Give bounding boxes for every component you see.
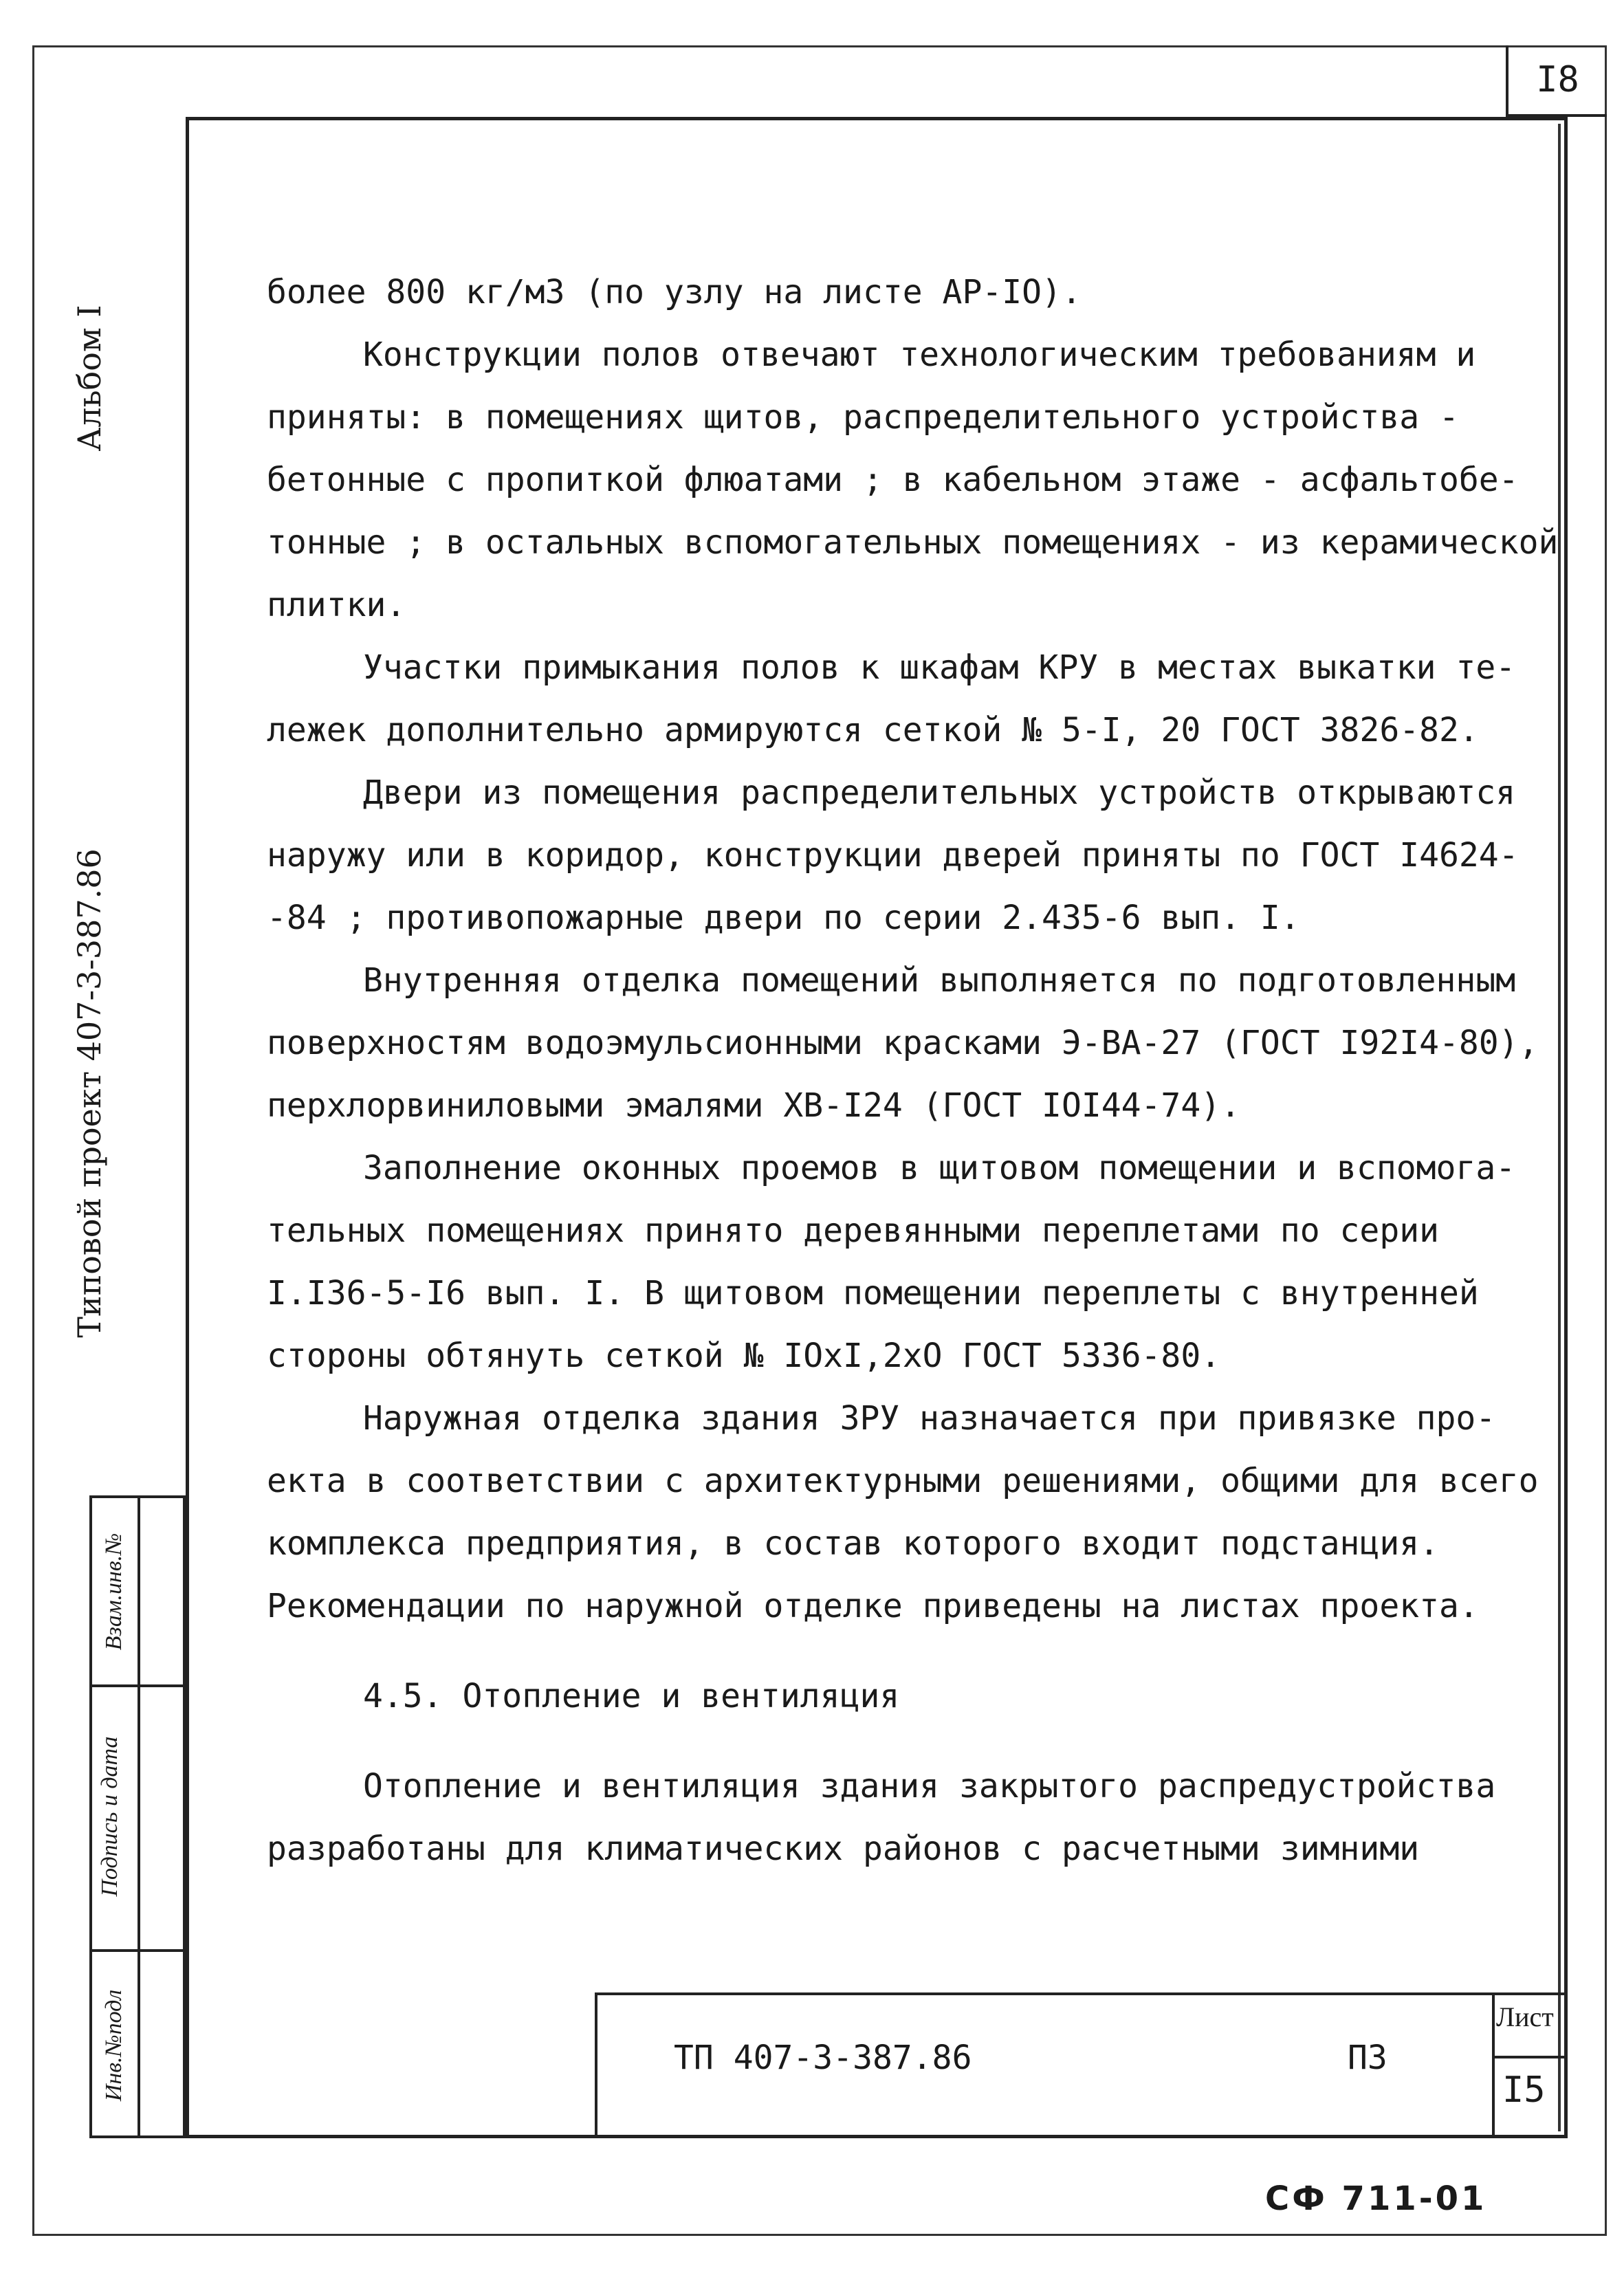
text-line: перхлорвиниловыми эмалями ХВ-I24 (ГОСТ IOI44-74). — [267, 1086, 1241, 1125]
text-line: Наружная отделка здания ЗРУ назначается при привязке про- — [363, 1399, 1496, 1438]
text-line: екта в соответствии с архитектурными решениями, общими для всего — [267, 1462, 1539, 1500]
typical-project-label: Типовой проект 407-3-387.86 — [71, 848, 108, 1338]
stamp-replacement-inv: Взам.инв.№ — [101, 1533, 127, 1651]
text-line: Конструкции полов отвечают технологическим требованиям и — [363, 336, 1476, 374]
text-line: Внутренняя отделка помещений выполняется по подготовленным — [363, 961, 1516, 1000]
text-line: наружу или в коридор, конструкции дверей приняты по ГОСТ I4624- — [267, 836, 1519, 875]
text-line: Рекомендации по наружной отделке приведены на листах проекта. — [267, 1587, 1479, 1625]
text-line: более 800 кг/м3 (по узлу на листе АР-IO). — [267, 273, 1082, 311]
handwritten-mark: СФ 711-01 — [1265, 2179, 1487, 2218]
stamp-inv-original: Инв.№подл — [101, 1989, 127, 2102]
text-line: Отопление и вентиляция здания закрытого распредустройства — [363, 1767, 1496, 1805]
document-section: ПЗ — [1348, 2039, 1387, 2077]
document-code: ТП 407-3-387.86 — [674, 2039, 972, 2077]
text-line: Участки примыкания полов к шкафам КРУ в местах выкатки те- — [363, 648, 1516, 687]
sheet-label: Лист — [1496, 2001, 1554, 2032]
text-line: бетонные с пропиткой флюатами ; в кабельном этаже - асфальтобе- — [267, 461, 1519, 499]
text-line: тонные ; в остальных вспомогательных помещениях - из керамической — [267, 523, 1559, 562]
text-line: -84 ; противопожарные двери по серии 2.435-6 вып. I. — [267, 899, 1300, 937]
stamp-signature-date: Подпись и дата — [97, 1736, 122, 1897]
title-block-divider — [1492, 2056, 1568, 2058]
top-sheet-number: I8 — [1506, 45, 1607, 117]
text-line: комплекса предприятия, в состав которого входит подстанция. — [267, 1524, 1440, 1563]
section-heading: 4.5. Отопление и вентиляция — [363, 1677, 900, 1715]
text-line: плитки. — [267, 586, 406, 624]
text-line: разработаны для климатических районов с расчетными зимними — [267, 1830, 1420, 1868]
text-line: лежек дополнительно армируются сеткой № 5-I, 20 ГОСТ 3826-82. — [267, 711, 1479, 749]
text-line: I.I36-5-I6 вып. I. В щитовом помещении переплеты с внутренней — [267, 1274, 1479, 1313]
text-line: Заполнение оконных проемов в щитовом помещении и вспомога- — [363, 1149, 1516, 1187]
sheet-number: I5 — [1502, 2069, 1546, 2111]
page-body — [267, 261, 1559, 1880]
text-line: тельных помещениях принято деревянными переплетами по серии — [267, 1211, 1440, 1250]
text-line: стороны обтянуть сеткой № IOxI,2xO ГОСТ 5336-80. — [267, 1337, 1221, 1375]
text-line: приняты: в помещениях щитов, распределительного устройства - — [267, 398, 1459, 437]
text-line: Двери из помещения распределительных устройств открываются — [363, 773, 1516, 812]
stamp-divider — [138, 1495, 140, 2138]
title-block-divider — [1492, 1992, 1495, 2138]
text-line: поверхностям водоэмульсионными красками Э-ВА-27 (ГОСТ I92I4-80), — [267, 1024, 1539, 1062]
album-label: Альбом I — [71, 305, 108, 452]
inner-frame-right-line — [1558, 124, 1561, 2131]
